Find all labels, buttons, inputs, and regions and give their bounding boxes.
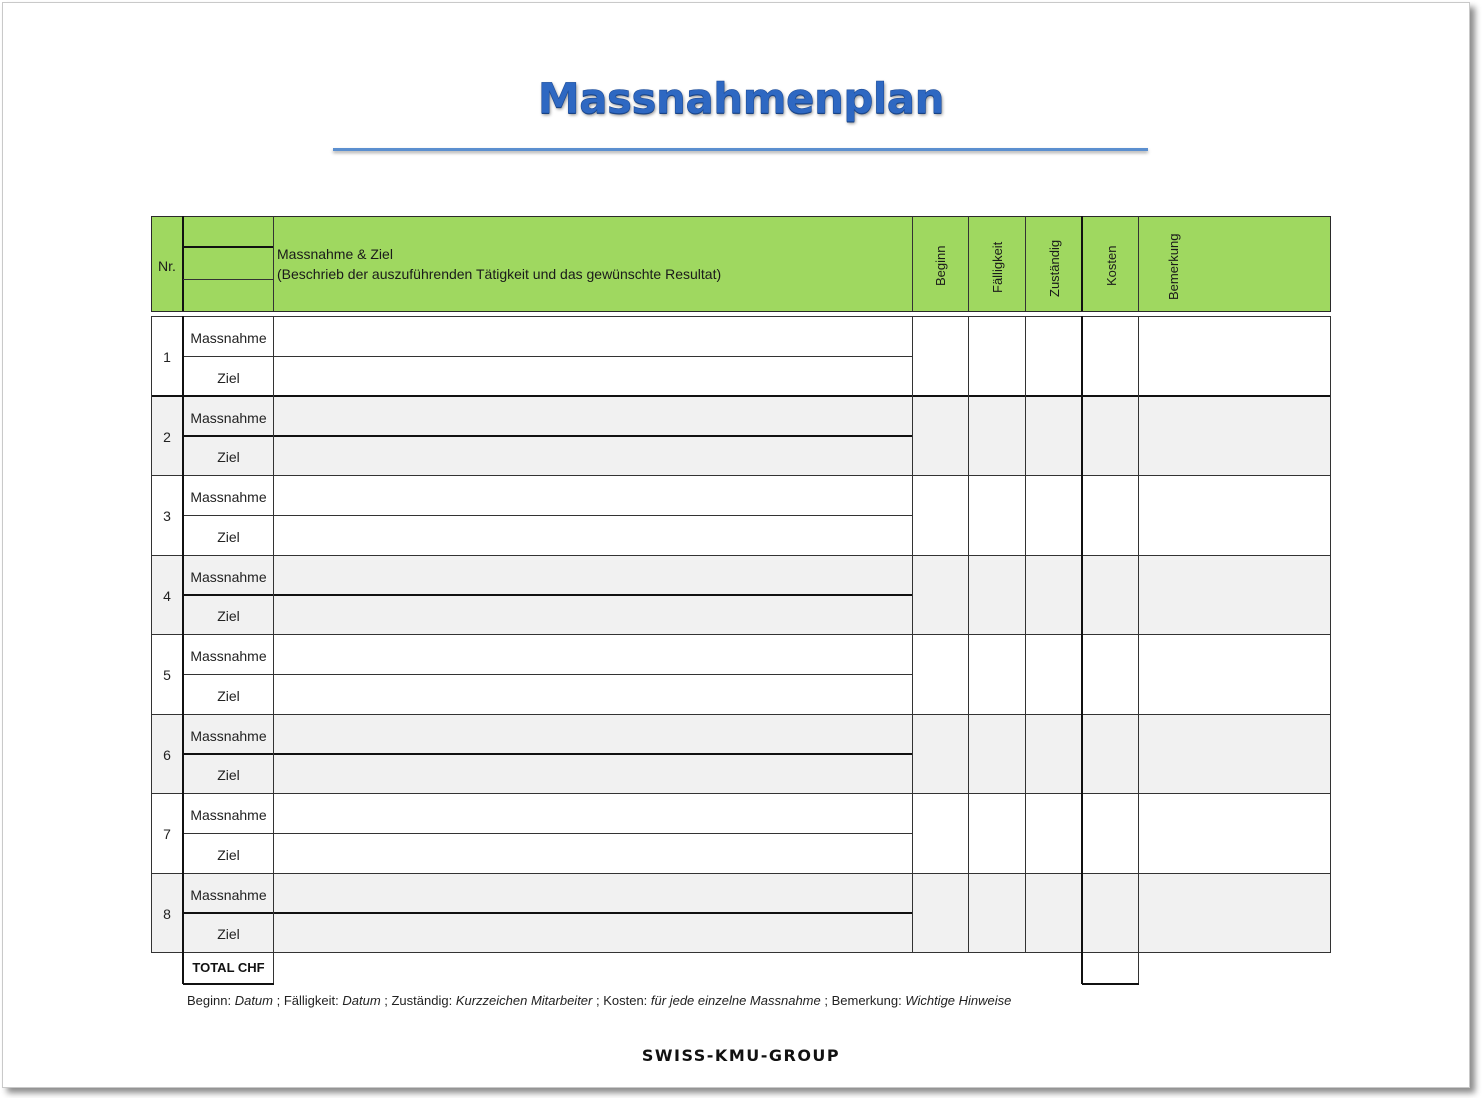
- row-subline: [183, 753, 912, 755]
- row-label-ziel: Ziel: [217, 847, 240, 863]
- row-line: [151, 395, 1331, 397]
- col-line: [968, 316, 969, 953]
- row-number: 6: [163, 747, 171, 763]
- row-label-massnahme: Massnahme: [190, 330, 267, 346]
- legend-value: Wichtige Hinweise: [905, 993, 1012, 1008]
- row-label-ziel: Ziel: [217, 926, 240, 942]
- row-label-massnahme: Massnahme: [190, 807, 267, 823]
- row-subline: [183, 833, 912, 834]
- header-divider: [1025, 216, 1026, 312]
- row-number: 4: [163, 588, 171, 604]
- col-line: [273, 316, 274, 984]
- header-divider: [968, 216, 969, 312]
- row-label-massnahme: Massnahme: [190, 728, 267, 744]
- header-divider: [912, 216, 913, 312]
- row-label-massnahme: Massnahme: [190, 569, 267, 585]
- row-line: [151, 475, 1331, 476]
- row-subline: [183, 594, 912, 596]
- row-label-ziel: Ziel: [217, 767, 240, 783]
- header-divider: [182, 216, 184, 312]
- header-beginn: Beginn: [933, 245, 948, 286]
- legend-key: ; Fälligkeit:: [273, 993, 343, 1008]
- legend-value: für jede einzelne Massnahme: [650, 993, 821, 1008]
- row-subline: [183, 435, 912, 437]
- table-header: [151, 216, 1331, 312]
- row-label-massnahme: Massnahme: [190, 489, 267, 505]
- row-line: [151, 634, 1331, 635]
- legend-key: Beginn:: [187, 993, 235, 1008]
- header-description-subtitle: (Beschrieb der auszuführenden Tätigkeit und das gewünschte Resultat): [277, 266, 722, 282]
- row-label-ziel: Ziel: [217, 370, 240, 386]
- row-label-massnahme: Massnahme: [190, 648, 267, 664]
- page-title: Massnahmenplan: [537, 74, 945, 123]
- total-line: [183, 983, 274, 985]
- total-line: [1082, 983, 1139, 985]
- row-number: 8: [163, 906, 171, 922]
- header-zustaendig: Zuständig: [1047, 239, 1062, 297]
- header-bemerkung: Bemerkung: [1166, 233, 1181, 300]
- row-line: [151, 316, 1331, 317]
- row-number: 3: [163, 508, 171, 524]
- row-number: 2: [163, 429, 171, 445]
- brand-footer: SWISS-KMU-GROUP: [641, 1046, 841, 1065]
- row-label-ziel: Ziel: [217, 608, 240, 624]
- row-label-ziel: Ziel: [217, 449, 240, 465]
- header-nr: Nr.: [158, 258, 176, 274]
- row-number: 1: [163, 349, 171, 365]
- row-label-ziel: Ziel: [217, 529, 240, 545]
- col-line: [912, 316, 913, 953]
- row-subline: [183, 674, 912, 675]
- row-line: [151, 793, 1331, 794]
- total-label: TOTAL CHF: [192, 960, 265, 975]
- col-line: [1025, 316, 1026, 953]
- legend-key: ; Zuständig:: [380, 993, 456, 1008]
- row-label-ziel: Ziel: [217, 688, 240, 704]
- header-faelligkeit: Fälligkeit: [990, 241, 1005, 293]
- legend-value: Datum: [342, 993, 381, 1008]
- header-divider: [1081, 216, 1083, 312]
- row-number: 7: [163, 826, 171, 842]
- legend-note: [187, 993, 1011, 1008]
- legend-value: Datum: [234, 993, 273, 1008]
- header-subline: [183, 279, 273, 280]
- legend-key: ; Kosten:: [592, 993, 651, 1008]
- col-line: [1081, 316, 1083, 984]
- row-subline: [183, 912, 912, 914]
- legend-key: ; Bemerkung:: [820, 993, 906, 1008]
- row-label-massnahme: Massnahme: [190, 887, 267, 903]
- legend-value: Kurzzeichen Mitarbeiter: [455, 993, 593, 1008]
- row-line: [151, 952, 1331, 953]
- header-divider: [273, 216, 274, 312]
- col-line: [151, 316, 152, 953]
- row-subline: [183, 356, 912, 357]
- col-line: [1330, 316, 1331, 953]
- row-line: [151, 873, 1331, 874]
- row-label-massnahme: Massnahme: [190, 410, 267, 426]
- header-bottom-rule: [151, 311, 1331, 312]
- row-line: [151, 714, 1331, 715]
- header-kosten: Kosten: [1104, 245, 1119, 286]
- row-line: [151, 555, 1331, 556]
- col-line: [1138, 316, 1139, 984]
- header-subline: [183, 246, 273, 248]
- row-subline: [183, 515, 912, 516]
- row-number: 5: [163, 667, 171, 683]
- header-divider: [1138, 216, 1139, 312]
- header-description-title: Massnahme & Ziel: [277, 246, 393, 262]
